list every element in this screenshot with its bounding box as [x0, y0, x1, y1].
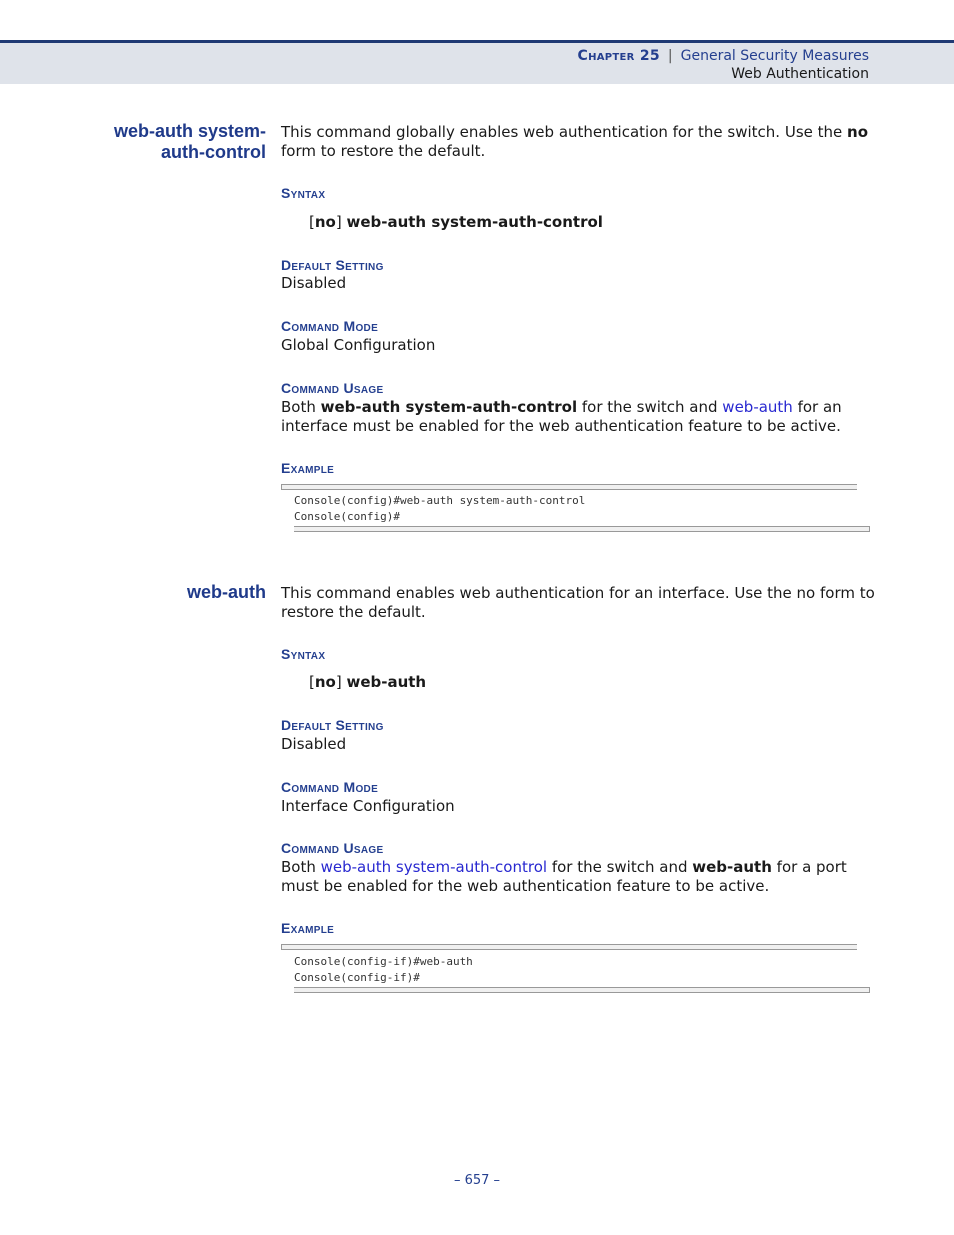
syntax-bracket-close: ]: [335, 673, 347, 691]
command-mode-value: Global Configuration: [281, 336, 436, 354]
command-description: This command enables web authentication for an interface. Use the no form to restore the default.: [281, 584, 875, 621]
syntax-line: [309, 673, 426, 691]
command-usage-heading: Command Usage: [281, 380, 384, 396]
page-number: – 657 –: [453, 1173, 501, 1188]
example-heading: Example: [281, 920, 335, 936]
syntax-heading: Syntax: [281, 185, 326, 201]
chapter-title: General Security Measures: [680, 48, 869, 64]
syntax-command: web-auth system-auth-control: [346, 213, 603, 231]
default-setting-heading: Default Setting: [281, 717, 384, 733]
chapter-label: Chapter 25: [577, 48, 660, 64]
header-chapter-line: [578, 48, 870, 64]
code-frame-bottom: [294, 987, 870, 993]
code-frame-bottom: [294, 526, 870, 532]
example-heading: Example: [281, 460, 335, 476]
command-usage-text: [281, 858, 881, 896]
usage-text: Both: [281, 398, 321, 416]
syntax-no-keyword: no: [314, 673, 336, 691]
description-text: This command globally enables web authentication for the switch. Use the: [281, 123, 848, 141]
command-title-line1: web-auth system-: [113, 121, 266, 141]
code-example: [281, 944, 869, 1000]
command-title-web-auth: web-auth: [187, 582, 266, 602]
code-frame-top: [281, 484, 857, 490]
syntax-heading: Syntax: [281, 646, 326, 662]
command-description: [281, 123, 881, 161]
command-title-line2: auth-control: [161, 142, 266, 162]
default-setting-value: Disabled: [281, 735, 347, 753]
command-mode-value: Interface Configuration: [281, 797, 455, 815]
code-line: Console(config-if)#: [294, 971, 420, 984]
usage-text-end: for an interface must be enabled for the web authentication feature to be active.: [281, 398, 842, 435]
usage-bold-command: web-auth system-auth-control: [320, 398, 578, 416]
syntax-no-keyword: no: [314, 213, 336, 231]
syntax-bracket-open: [: [309, 673, 315, 691]
command-usage-heading: Command Usage: [281, 840, 384, 856]
code-example: [281, 484, 869, 540]
usage-text: Both: [281, 858, 321, 876]
code-lines: [294, 493, 585, 525]
default-setting-heading: Default Setting: [281, 257, 384, 273]
command-mode-heading: Command Mode: [281, 779, 379, 795]
description-text-end: form to restore the default.: [281, 142, 486, 160]
command-usage-text: [281, 398, 881, 436]
usage-link-system-auth-control[interactable]: web-auth system-auth-control: [320, 858, 548, 876]
syntax-line: [309, 213, 603, 231]
code-line: Console(config-if)#web-auth: [294, 955, 473, 968]
code-lines: [294, 954, 473, 986]
code-line: Console(config)#: [294, 510, 400, 523]
command-title-system-auth-control: [114, 121, 266, 163]
syntax-command: web-auth: [346, 673, 427, 691]
header-separator: |: [667, 48, 673, 64]
code-line: Console(config)#web-auth system-auth-control: [294, 494, 586, 507]
usage-text-mid: for the switch and: [577, 398, 723, 416]
usage-text-mid: for the switch and: [547, 858, 693, 876]
usage-bold-command: web-auth: [692, 858, 772, 876]
usage-text-end: for a port must be enabled for the web authentication feature to be active.: [281, 858, 847, 895]
code-frame-top: [281, 944, 857, 950]
default-setting-value: Disabled: [281, 274, 347, 292]
description-bold-keyword: no: [847, 123, 868, 141]
command-mode-heading: Command Mode: [281, 318, 379, 334]
page-header: [0, 40, 954, 84]
syntax-bracket-close: ]: [335, 213, 347, 231]
usage-link-web-auth[interactable]: web-auth: [722, 398, 793, 416]
section-title: Web Authentication: [731, 66, 869, 82]
syntax-bracket-open: [: [309, 213, 315, 231]
